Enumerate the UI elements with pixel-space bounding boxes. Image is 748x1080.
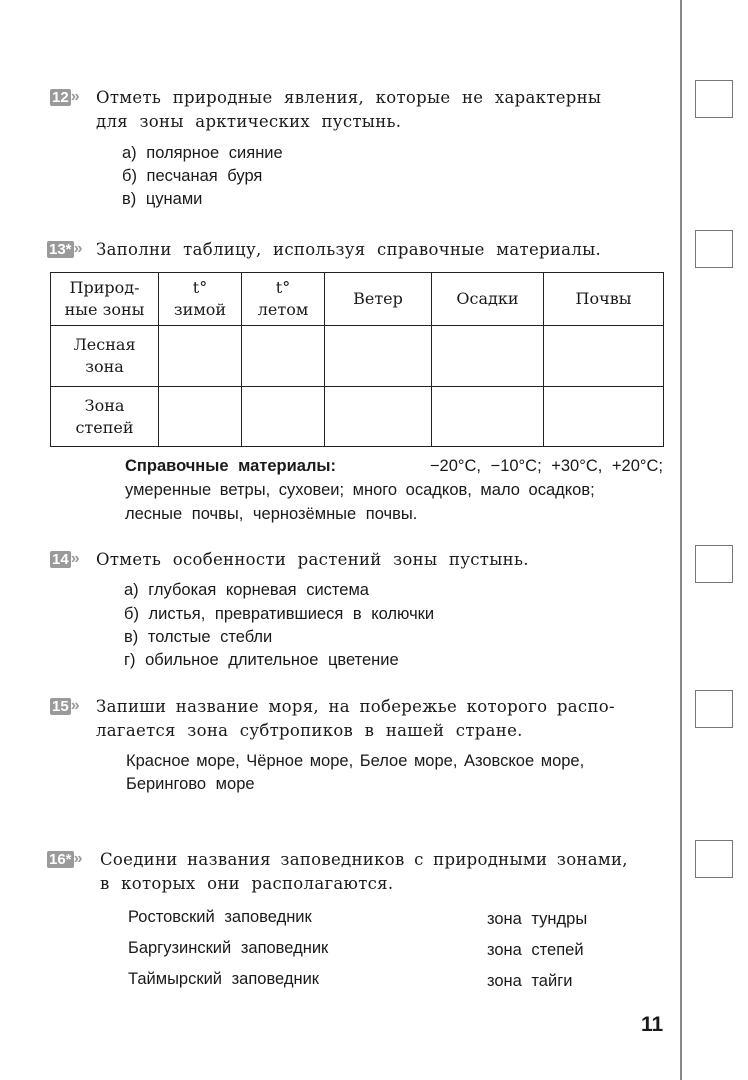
- task-13-text: Заполни таблицу, используя справочные материалы.: [96, 240, 602, 259]
- answer-choices: Берингово море: [126, 775, 255, 793]
- reference-line1: [125, 457, 663, 476]
- answer-cell[interactable]: [325, 387, 432, 447]
- answer-cell[interactable]: [159, 326, 242, 387]
- table-row: [51, 387, 664, 447]
- answer-cell[interactable]: [432, 387, 544, 447]
- zone-item[interactable]: зона степей: [487, 941, 584, 959]
- answer-cell[interactable]: [432, 326, 544, 387]
- answer-cell[interactable]: [242, 326, 325, 387]
- score-box-14[interactable]: [695, 545, 733, 583]
- task-12-line2: для зоны арктических пустынь.: [96, 112, 402, 131]
- reference-line3: лесные почвы, чернозёмные почвы.: [125, 505, 418, 523]
- option[interactable]: в) цунами: [122, 190, 203, 208]
- table-row: [51, 326, 664, 387]
- answer-cell[interactable]: [544, 326, 664, 387]
- task-16-line2: в которых они располагаются.: [100, 874, 394, 893]
- answer-cell[interactable]: [159, 387, 242, 447]
- header-cell: Природ- ные зоны: [51, 273, 159, 326]
- zones-table: [50, 272, 664, 447]
- answer-cell[interactable]: [325, 326, 432, 387]
- reserve-item[interactable]: Таймырский заповедник: [128, 970, 320, 988]
- zone-item[interactable]: зона тундры: [487, 910, 588, 928]
- task-16-line1: Соедини названия заповедников с природными зонами,: [100, 850, 628, 869]
- task-number-badge: 12 »: [50, 89, 71, 106]
- answer-cell[interactable]: [544, 387, 664, 447]
- score-box-12[interactable]: [695, 80, 733, 118]
- task-15-line2: лагается зона субтропиков в нашей стране.: [96, 721, 523, 740]
- option[interactable]: г) обильное длительное цветение: [124, 651, 399, 669]
- header-cell: Почвы: [544, 273, 664, 326]
- reserve-item[interactable]: Баргузинский заповедник: [128, 939, 329, 957]
- margin-divider: [680, 0, 682, 1080]
- task-number-badge: 15 »: [50, 698, 71, 715]
- option[interactable]: а) полярное сияние: [122, 144, 283, 162]
- task-14-text: Отметь особенности растений зоны пустынь.: [96, 550, 529, 569]
- score-box-15[interactable]: [695, 690, 733, 728]
- row-label: Лесная зона: [51, 326, 159, 387]
- task-15-line1: Запиши название моря, на побережье которого распо-: [96, 697, 615, 716]
- option[interactable]: а) глубокая корневая система: [124, 581, 369, 599]
- task-12-line1: [96, 88, 664, 107]
- task-number-badge: 13* »: [47, 241, 74, 258]
- score-box-13[interactable]: [695, 230, 733, 268]
- answer-choices: Красное море, Чёрное море, Белое море, Азовское море,: [126, 752, 585, 770]
- zone-item[interactable]: зона тайги: [487, 972, 573, 990]
- row-label: Зона степей: [51, 387, 159, 447]
- page-number: 11: [641, 1013, 664, 1036]
- reference-line2: умеренные ветры, суховеи; много осадков, мало осадков;: [125, 481, 595, 499]
- score-box-16[interactable]: [695, 840, 733, 878]
- header-cell: t° летом: [242, 273, 325, 326]
- option[interactable]: б) листья, превратившиеся в колючки: [124, 605, 435, 623]
- reference-text: −20°C, −10°C; +30°C, +20°C;: [429, 457, 663, 475]
- task-number-badge: 14 »: [50, 551, 71, 568]
- answer-cell[interactable]: [242, 387, 325, 447]
- option[interactable]: б) песчаная буря: [122, 167, 263, 185]
- option[interactable]: в) толстые стебли: [124, 628, 273, 646]
- header-cell: Ветер: [325, 273, 432, 326]
- reference-label: Справочные материалы:: [125, 457, 337, 475]
- header-cell: Осадки: [432, 273, 544, 326]
- header-cell: t° зимой: [159, 273, 242, 326]
- reserve-item[interactable]: Ростовский заповедник: [128, 908, 312, 926]
- task-number-badge: 16* »: [47, 851, 74, 868]
- task-text: Отметь природные явления, которые не характерны: [96, 88, 602, 107]
